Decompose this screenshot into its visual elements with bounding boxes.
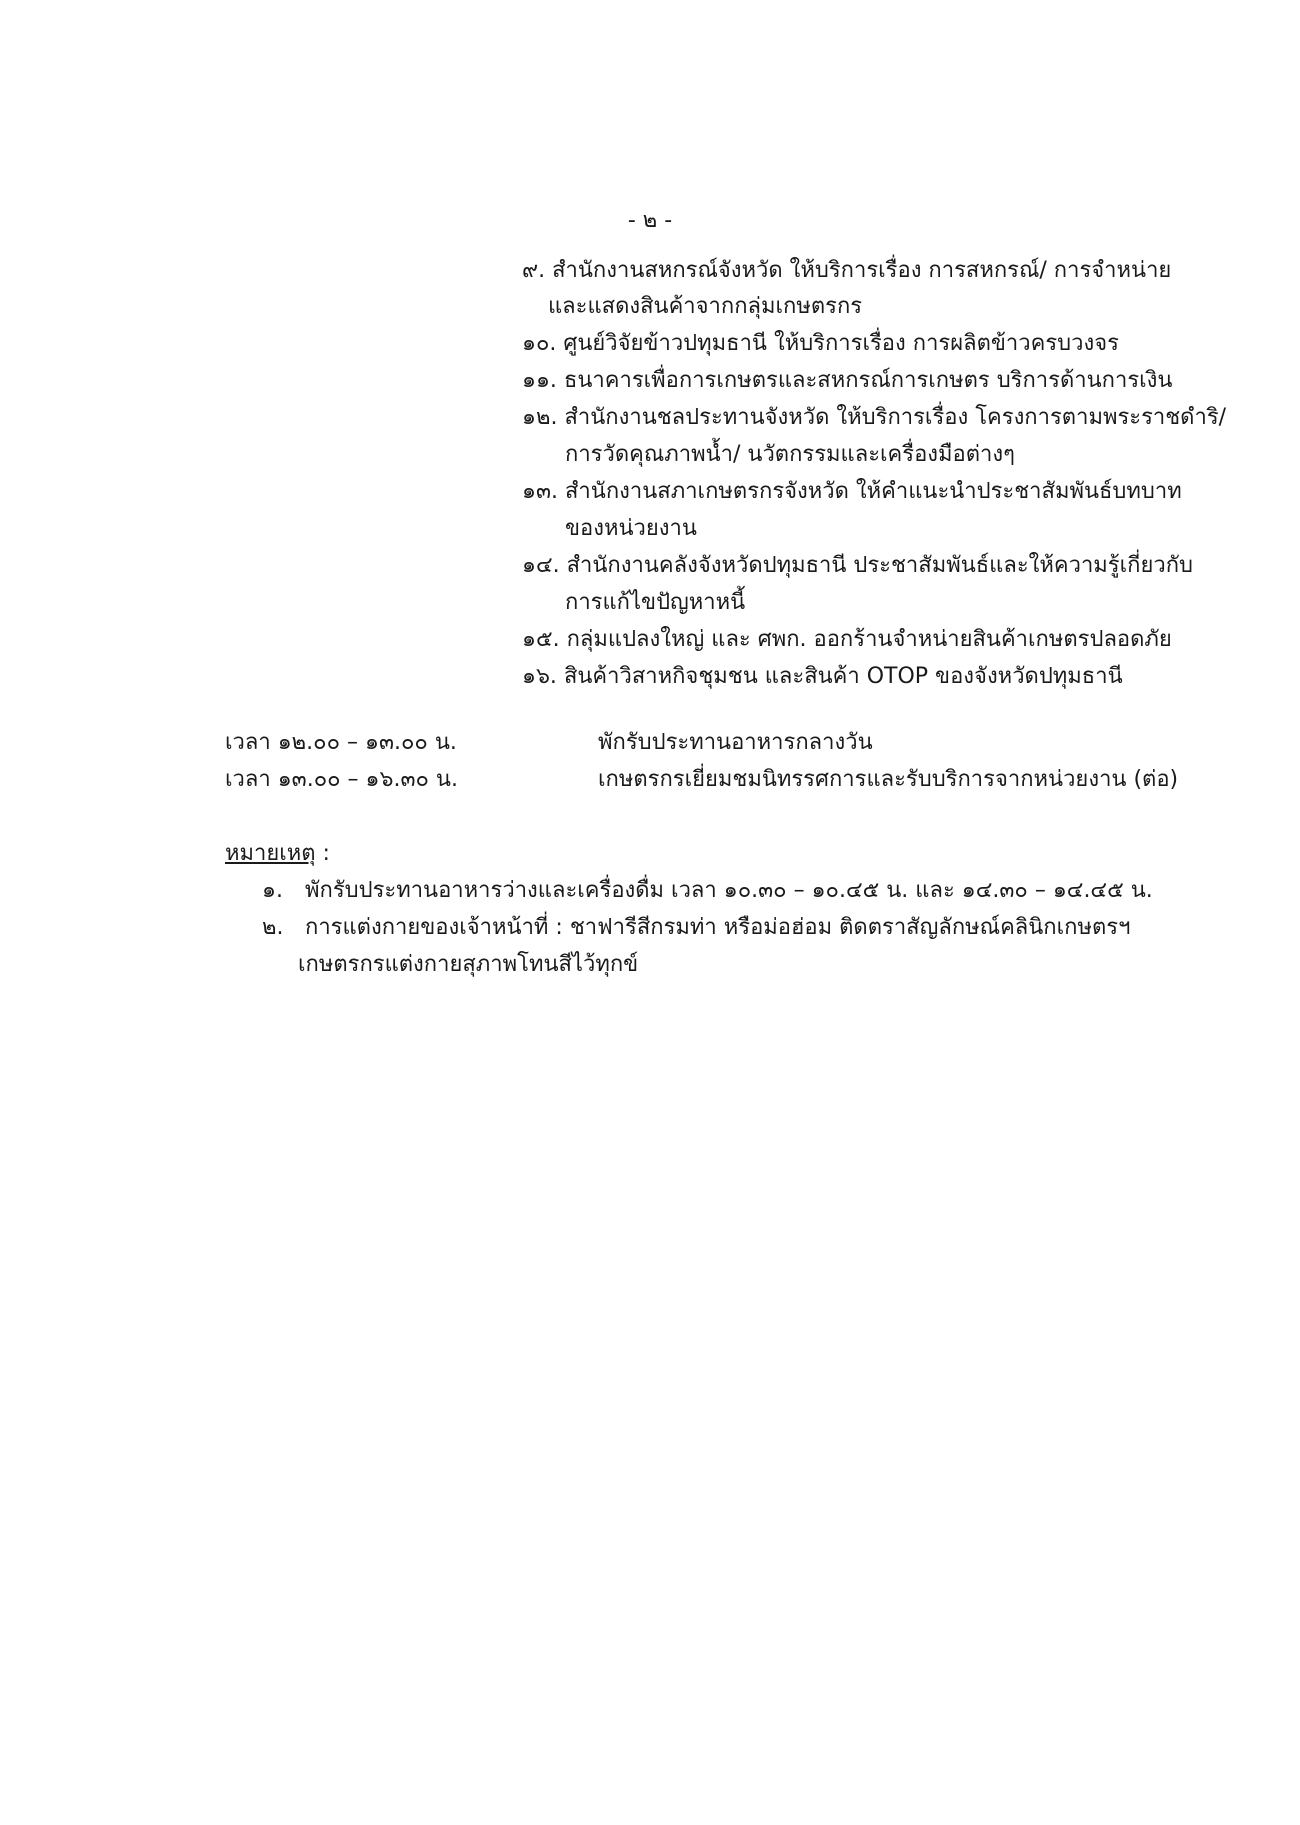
list-item [522, 403, 1226, 433]
notes-heading [225, 839, 330, 869]
notes-heading-label: หมายเหตุ [225, 841, 316, 866]
note-item-text: พักรับประทานอาหารว่างและเครื่องดื่ม เวลา ๑๐.๓๐ – ๑๐.๔๕ น. และ ๑๔.๓๐ – ๑๔.๔๕ น. [305, 878, 1153, 903]
list-item [522, 256, 1171, 286]
list-item-number: ๑๒. [522, 405, 558, 430]
page-number: - ๒ - [627, 208, 673, 233]
list-item [522, 662, 1123, 692]
list-item-continuation: การวัดคุณภาพน้ำ/ นวัตกรรมและเครื่องมือต่างๆ [565, 442, 1015, 467]
list-item-text: สินค้าวิสาหกิจชุมชน และสินค้า OTOP ของจังหวัดปทุมธานี [563, 664, 1123, 689]
list-item-number: ๑๕. [522, 627, 560, 652]
list-item-text: ศูนย์วิจัยข้าวปทุมธานี ให้บริการเรื่อง การผลิตข้าวครบวงจร [563, 331, 1119, 356]
list-item [522, 329, 1119, 359]
schedule-time: เวลา ๑๓.๐๐ – ๑๖.๓๐ น. [225, 767, 458, 792]
schedule-activity: พักรับประทานอาหารกลางวัน [598, 730, 873, 755]
list-item-number: ๑๐. [522, 331, 557, 356]
list-item-number: ๙. [522, 258, 546, 283]
list-item-continuation: ของหน่วยงาน [565, 516, 697, 541]
note-item-number: ๒. [262, 915, 284, 940]
schedule-activity: เกษตรกรเยี่ยมชมนิทรรศการและรับบริการจากหน่วยงาน (ต่อ) [598, 767, 1179, 792]
list-item-text: สำนักงานคลังจังหวัดปทุมธานี ประชาสัมพันธ์และให้ความรู้เกี่ยวกับ [566, 553, 1193, 578]
note-item-text: การแต่งกายของเจ้าหน้าที่ : ชาฟารีสีกรมท่า หรือม่อฮ่อม ติดตราสัญลักษณ์คลินิกเกษตรฯ [305, 915, 1131, 940]
list-item-number: ๑๔. [522, 553, 560, 578]
list-item-text: กลุ่มแปลงใหญ่ และ ศพก. ออกร้านจำหน่ายสินค้าเกษตรปลอดภัย [566, 627, 1172, 652]
note-item-number: ๑. [262, 878, 283, 903]
list-item [522, 477, 1182, 507]
list-item [522, 551, 1193, 581]
list-item-number: ๑๓. [522, 479, 558, 504]
list-item [522, 625, 1172, 655]
list-item-number: ๑๖. [522, 664, 557, 689]
list-item [522, 366, 1172, 396]
list-item-number: ๑๑. [522, 368, 557, 393]
list-item-continuation: การแก้ไขปัญหาหนี้ [565, 590, 746, 615]
list-item-text: ธนาคารเพื่อการเกษตรและสหกรณ์การเกษตร บริการด้านการเงิน [563, 368, 1173, 393]
notes-heading-colon: : [315, 841, 330, 866]
list-item-text: สำนักงานชลประทานจังหวัด ให้บริการเรื่อง โครงการตามพระราชดำริ/ [564, 405, 1227, 430]
note-item [262, 913, 1130, 943]
list-item-text: สำนักงานสหกรณ์จังหวัด ให้บริการเรื่อง การสหกรณ์/ การจำหน่าย [552, 258, 1172, 283]
note-item [262, 876, 1153, 906]
list-item-text: สำนักงานสภาเกษตรกรจังหวัด ให้คำแนะนำประชาสัมพันธ์บทบาท [565, 479, 1182, 504]
schedule-time: เวลา ๑๒.๐๐ – ๑๓.๐๐ น. [225, 730, 457, 755]
list-item-continuation: และแสดงสินค้าจากกลุ่มเกษตรกร [548, 294, 863, 319]
note-item-continuation: เกษตรกรแต่งกายสุภาพโทนสีไว้ทุกข์ [298, 952, 639, 977]
